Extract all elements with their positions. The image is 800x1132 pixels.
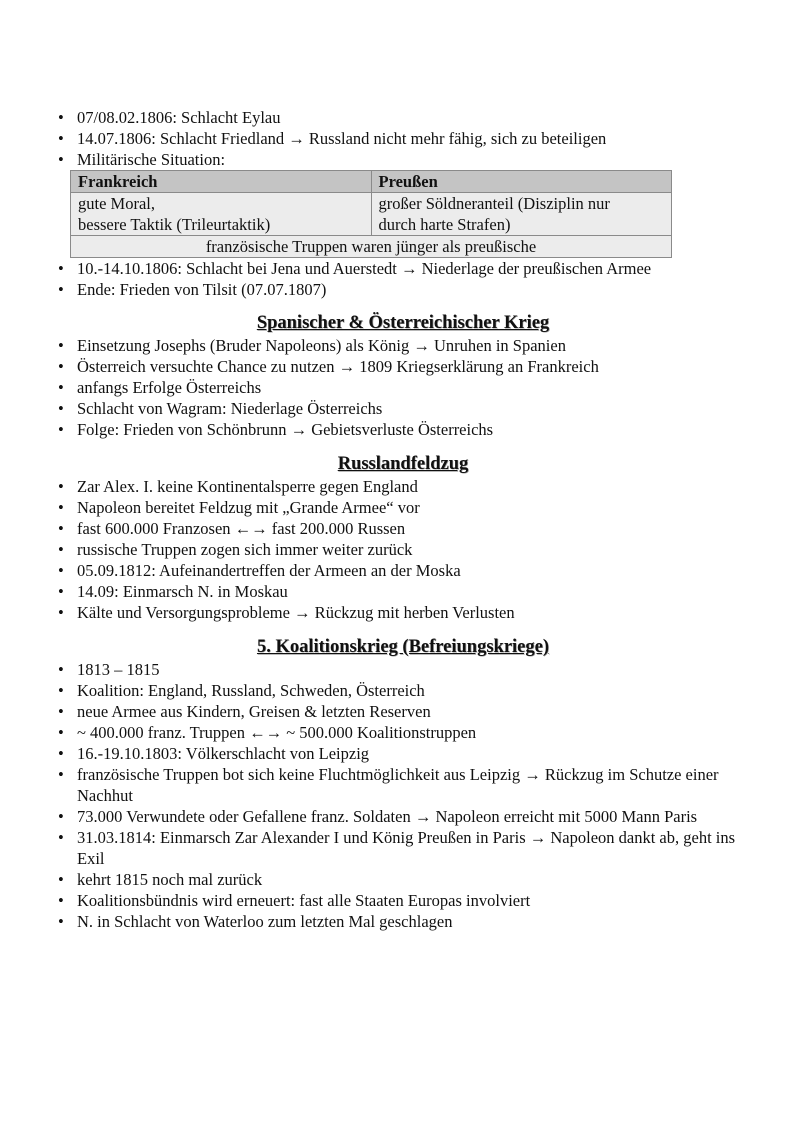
table-summary-cell: französische Truppen waren jünger als preußische [71,236,672,258]
section-heading: Russlandfeldzug [337,454,469,474]
bullet-icon: • [58,807,64,826]
list-item: • Ende: Frieden von Tilsit (07.07.1807) [58,280,327,299]
list-item: • Napoleon bereitet Feldzug mit „Grande Armee“ vor [58,498,420,517]
document-page [53,107,753,932]
russia-list [53,476,753,623]
bullet-icon: • [58,681,64,700]
list-item: • neue Armee aus Kindern, Greisen & letzten Reserven [58,702,431,721]
bullet-icon: • [58,129,64,148]
bullet-icon: • [58,912,64,931]
list-item: • 05.09.1812: Aufeinandertreffen der Armeen an der Moska [58,561,461,580]
bullet-icon: • [58,603,64,622]
bullet-icon: • [58,582,64,601]
bullet-icon: • [58,744,64,763]
list-item: • 14.09: Einmarsch N. in Moskau [58,582,288,601]
table-row [71,193,672,236]
top-list [53,107,753,170]
section-heading: 5. Koalitionskrieg (Befreiungskriege) [256,637,550,657]
table-row [71,236,672,258]
list-item: • 10.-14.10.1806: Schlacht bei Jena und Auerstedt → Niederlage der preußischen Armee [58,259,652,278]
list-item: • Kälte und Versorgungsprobleme → Rückzug mit herben Verlusten [58,603,515,622]
spain-austria-list [53,335,753,440]
list-item: • 1813 – 1815 [58,660,160,679]
bullet-icon: • [58,540,64,559]
bullet-icon: • [58,723,64,742]
bullet-icon: • [58,561,64,580]
coalition-list [53,659,753,932]
list-item: • fast 600.000 Franzosen ←→ fast 200.000 Russen [58,519,406,538]
bullet-icon: • [58,378,64,397]
list-item: • Einsetzung Josephs (Bruder Napoleons) als König → Unruhen in Spanien [58,336,566,355]
section-heading: Spanischer & Österreichischer Krieg [256,313,550,333]
list-item: • Zar Alex. I. keine Kontinentalsperre gegen England [58,477,418,496]
bullet-icon: • [58,765,64,784]
table-header-cell: Frankreich [71,171,372,193]
list-item: • Schlacht von Wagram: Niederlage Österreichs [58,399,383,418]
list-item: • Militärische Situation: [58,150,226,169]
list-item: • französische Truppen bot sich keine Fluchtmöglichkeit aus Leipzig → Rückzug im Schutze einer Nachhut [58,765,719,805]
bullet-icon: • [58,108,64,127]
list-item: • N. in Schlacht von Waterloo zum letzten Mal geschlagen [58,912,453,931]
list-item: • Koalition: England, Russland, Schweden, Österreich [58,681,425,700]
bullet-icon: • [58,519,64,538]
table-header-row [71,171,672,193]
list-item: • anfangs Erfolge Österreichs [58,378,262,397]
military-situation-table [70,170,672,258]
bullet-icon: • [58,498,64,517]
bullet-icon: • [58,420,64,439]
bullet-icon: • [58,477,64,496]
bullet-icon: • [58,399,64,418]
bullet-icon: • [58,259,64,278]
list-item: • 16.-19.10.1803: Völkerschlacht von Leipzig [58,744,370,763]
list-item: • kehrt 1815 noch mal zurück [58,870,263,889]
list-item: • 73.000 Verwundete oder Gefallene franz. Soldaten → Napoleon erreicht mit 5000 Mann Paris [58,807,698,826]
table-cell: großer Söldneranteil (Disziplin nur durch harte Strafen) [371,193,672,236]
bullet-icon: • [58,280,64,299]
bullet-icon: • [58,336,64,355]
bullet-icon: • [58,150,64,169]
bullet-icon: • [58,891,64,910]
bullet-icon: • [58,870,64,889]
list-item: • Folge: Frieden von Schönbrunn → Gebietsverluste Österreichs [58,420,494,439]
list-item: • ~ 400.000 franz. Truppen ←→ ~ 500.000 Koalitionstruppen [58,723,477,742]
list-item: • 31.03.1814: Einmarsch Zar Alexander I und König Preußen in Paris → Napoleon dankt ab, geht ins Exil [58,828,736,868]
list-item: • 07/08.02.1806: Schlacht Eylau [58,108,281,127]
table-cell: gute Moral, bessere Taktik (Trileurtaktik) [71,193,372,236]
bullet-icon: • [58,660,64,679]
list-item: • 14.07.1806: Schlacht Friedland → Russland nicht mehr fähig, sich zu beteiligen [58,129,607,148]
list-item: • Österreich versuchte Chance zu nutzen → 1809 Kriegserklärung an Frankreich [58,357,599,376]
list-item: • Koalitionsbündnis wird erneuert: fast alle Staaten Europas involviert [58,891,531,910]
list-item: • russische Truppen zogen sich immer weiter zurück [58,540,413,559]
bullet-icon: • [58,357,64,376]
bullet-icon: • [58,702,64,721]
top-list-continued [53,258,753,300]
table-header-cell: Preußen [371,171,672,193]
bullet-icon: • [58,828,64,847]
